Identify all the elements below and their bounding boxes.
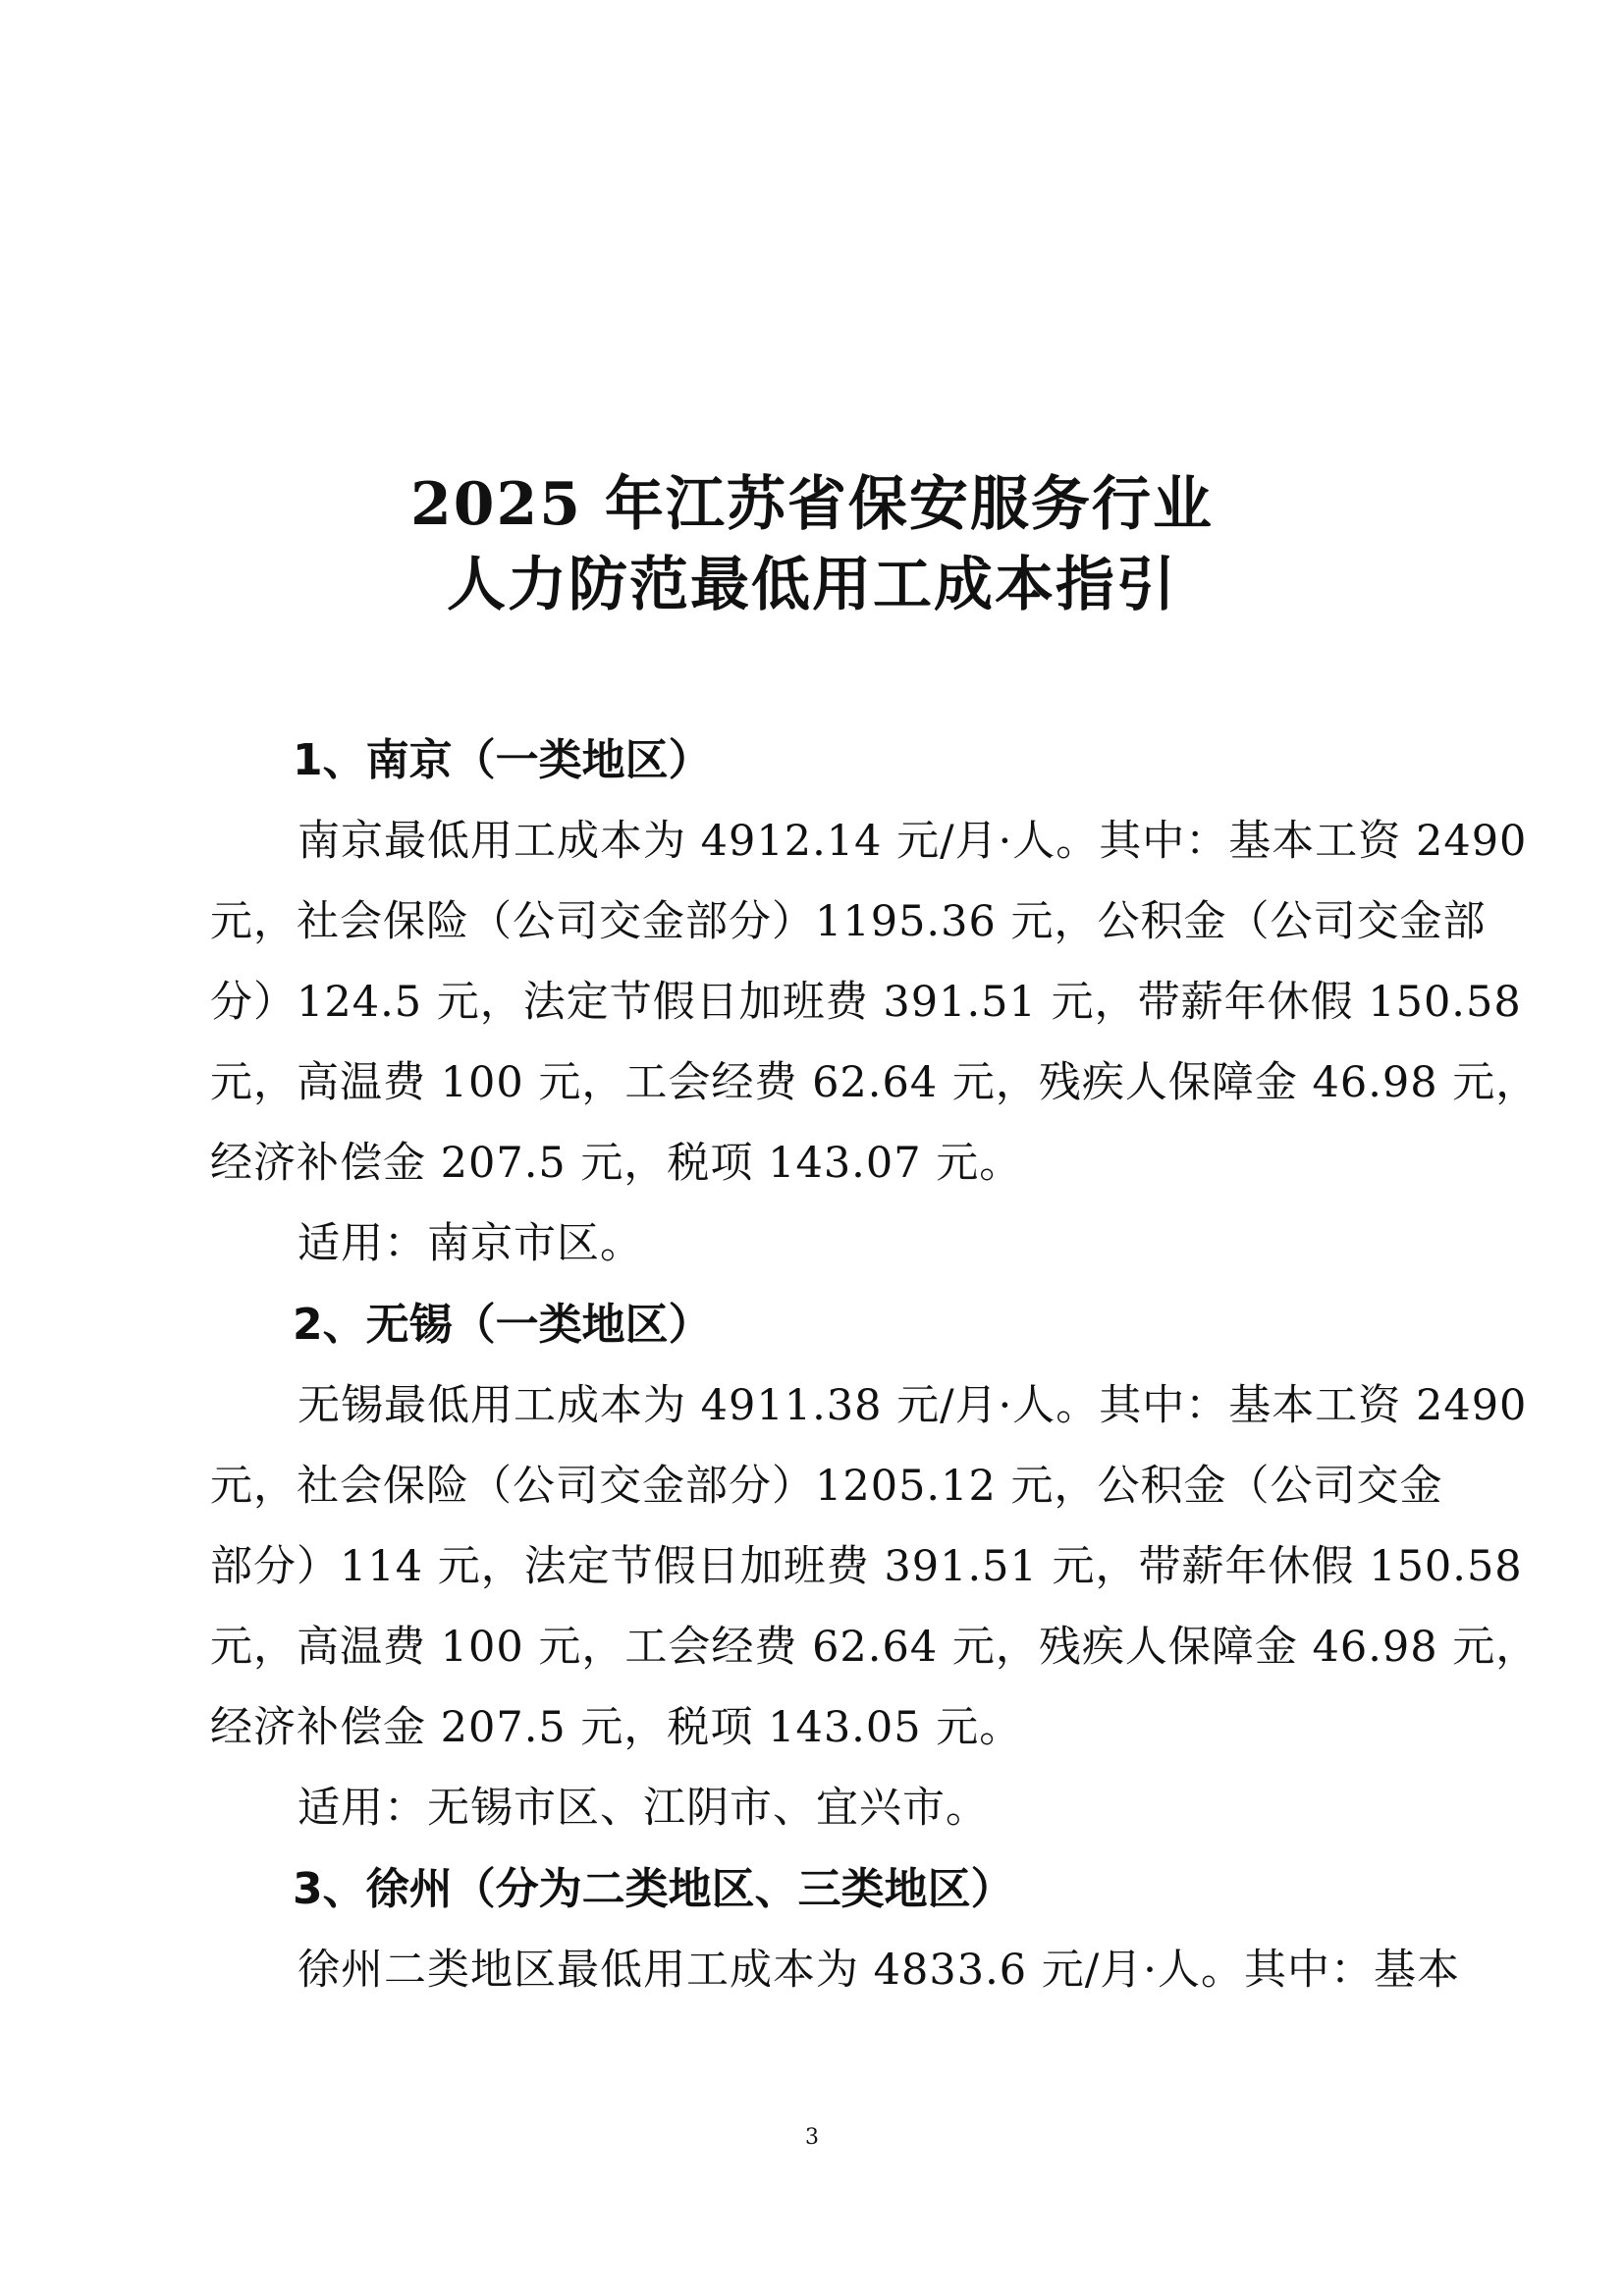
paragraph-line: 元，社会保险（公司交金部分）1205.12 元，公积金（公司交金 (210, 1462, 1443, 1511)
paragraph-line: 经济补偿金 207.5 元，税项 143.05 元。 (210, 1703, 1023, 1752)
section-heading-xuzhou: 3、徐州（分为二类地区、三类地区） (293, 1864, 1014, 1914)
paragraph-line: 元，社会保险（公司交金部分）1195.36 元，公积金（公司交金部 (210, 897, 1487, 946)
paragraph-line: 部分）114 元，法定节假日加班费 391.51 元，带薪年休假 150.58 (210, 1542, 1523, 1591)
paragraph-line: 南京最低用工成本为 4912.14 元/月·人。其中：基本工资 2490 (298, 817, 1528, 866)
paragraph-line: 经济补偿金 207.5 元，税项 143.07 元。 (210, 1139, 1023, 1188)
paragraph-line: 无锡最低用工成本为 4911.38 元/月·人。其中：基本工资 2490 (298, 1381, 1528, 1430)
paragraph-line: 徐州二类地区最低用工成本为 4833.6 元/月·人。其中：基本 (298, 1946, 1460, 1995)
paragraph-line: 元，高温费 100 元，工会经费 62.64 元，残疾人保障金 46.98 元， (210, 1058, 1540, 1107)
page-number: 3 (805, 2125, 819, 2150)
section-heading-wuxi: 2、无锡（一类地区） (293, 1300, 712, 1350)
section-heading-nanjing: 1、南京（一类地区） (293, 735, 712, 785)
document-title-line-1: 2025 年江苏省保安服务行业 (410, 470, 1214, 539)
document-title-line-2: 人力防范最低用工成本指引 (447, 551, 1177, 619)
paragraph-line: 元，高温费 100 元，工会经费 62.64 元，残疾人保障金 46.98 元， (210, 1623, 1540, 1672)
paragraph-line: 分）124.5 元，法定节假日加班费 391.51 元，带薪年休假 150.58 (210, 978, 1522, 1027)
scope-text: 适用：南京市区。 (298, 1219, 643, 1268)
scope-text: 适用：无锡市区、江阴市、宜兴市。 (298, 1784, 989, 1833)
